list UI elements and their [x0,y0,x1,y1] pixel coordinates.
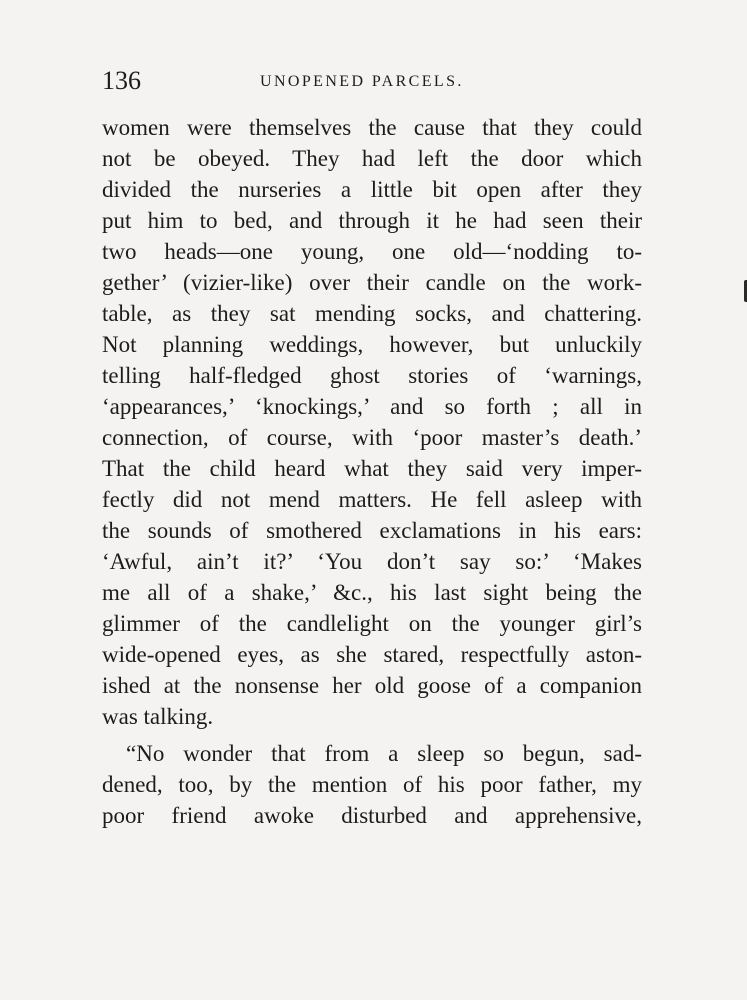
text-line: the sounds of smothered exclamations in his ears: [102,518,642,543]
body-text [102,112,642,831]
text-line: me all of a shake,’ &c., his last sight being the [102,580,642,605]
text-line: That the child heard what they said very imper- [102,456,642,481]
text-line: two heads—one young, one old—‘nodding to- [102,239,642,264]
text-line: fectly did not mend matters. He fell asleep with [102,487,642,512]
text-line: divided the nurseries a little bit open after they [102,177,642,202]
text-line: connection, of course, with ‘poor master’s death.’ [102,425,642,450]
running-title: UNOPENED PARCELS. [260,73,464,90]
page-header [102,66,642,102]
paragraph-end-line: was talking. [102,704,214,729]
text-line: dened, too, by the mention of his poor father, my [102,772,642,797]
text-line: wide-opened eyes, as she stared, respectfully aston- [102,642,642,667]
text-line: glimmer of the candlelight on the younger girl’s [102,611,642,636]
text-line: Not planning weddings, however, but unluckily [102,332,642,357]
text-line: gether’ (vizier-like) over their candle on the work- [102,270,642,295]
text-line: ‘Awful, ain’t it?’ ‘You don’t say so:’ ‘Makes [102,549,642,574]
page-number: 136 [102,66,141,95]
text-line: poor friend awoke disturbed and apprehensive, [102,803,642,828]
text-line: telling half-fledged ghost stories of ‘warnings, [102,363,642,388]
text-line: not be obeyed. They had left the door which [102,146,642,171]
text-line: put him to bed, and through it he had seen their [102,208,642,233]
text-line: table, as they sat mending socks, and chattering. [102,301,642,326]
text-line: ‘appearances,’ ‘knockings,’ and so forth ; all in [102,394,642,419]
text-line: ished at the nonsense her old goose of a companion [102,673,642,698]
paragraph-start-line: “No wonder that from a sleep so begun, sad- [126,741,642,766]
text-line: women were themselves the cause that they could [102,115,642,140]
